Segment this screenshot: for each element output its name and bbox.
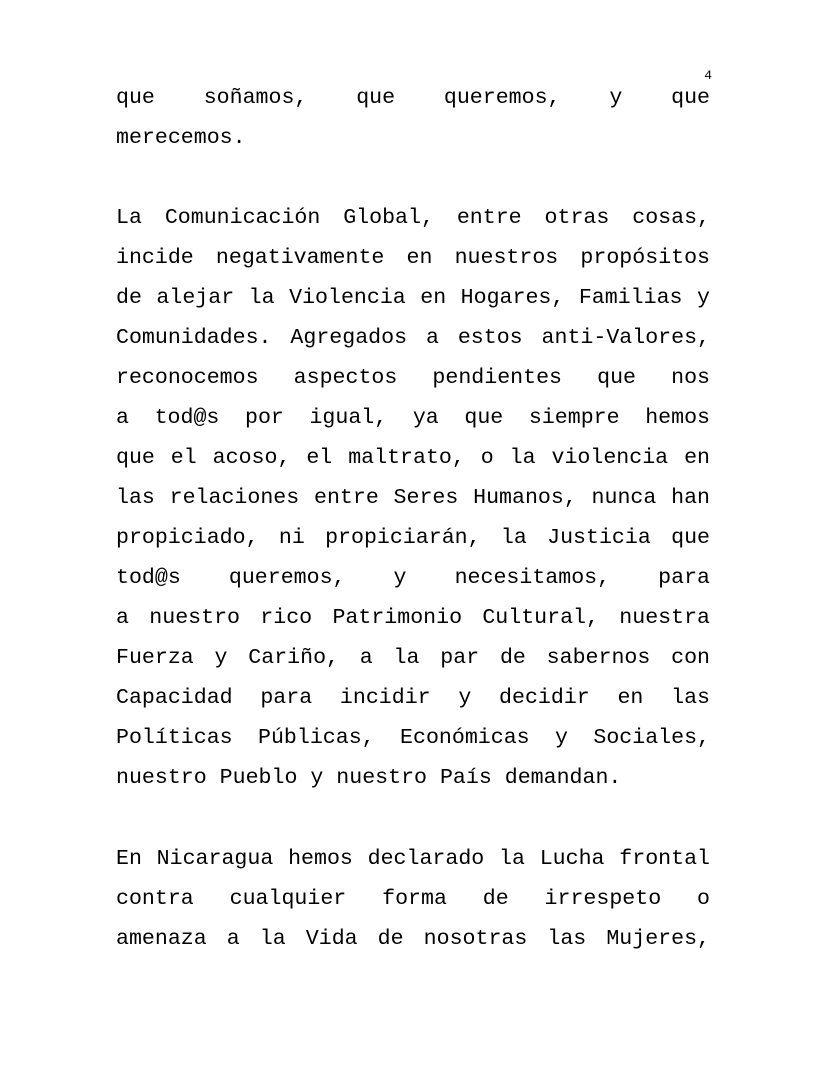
paragraph-line: incide negativamente en nuestros propósitos (116, 246, 710, 270)
paragraph-line: propiciado, ni propiciarán, la Justicia que (116, 526, 710, 550)
paragraph-line: reconocemos aspectos pendientes que nos (116, 366, 710, 390)
paragraph-line: que el acoso, el maltrato, o la violencia en (116, 446, 710, 470)
paragraph-line: La Comunicación Global, entre otras cosas, (116, 206, 710, 230)
paragraph-line: tod@s queremos, y necesitamos, para (116, 566, 710, 590)
paragraph-line: Políticas Públicas, Económicas y Sociales, (116, 726, 710, 750)
paragraph-line: Fuerza y Cariño, a la par de sabernos con (116, 646, 710, 670)
page-number: 4 (704, 68, 712, 83)
paragraph-line: de alejar la Violencia en Hogares, Familias y (116, 286, 710, 310)
paragraph-3 (116, 839, 710, 959)
paragraph-line: En Nicaragua hemos declarado la Lucha frontal (116, 847, 710, 871)
paragraph-line: a nuestro rico Patrimonio Cultural, nuestra (116, 606, 710, 630)
paragraph-line: las relaciones entre Seres Humanos, nunca han (116, 486, 710, 510)
paragraph-1 (116, 78, 710, 158)
paragraph-line: nuestro Pueblo y nuestro País demandan. (116, 766, 622, 790)
paragraph-line: Comunidades. Agregados a estos anti-Valores, (116, 326, 710, 350)
paragraph-line: a tod@s por igual, ya que siempre hemos (116, 406, 710, 430)
paragraph-line: amenaza a la Vida de nosotras las Mujeres, (116, 927, 710, 951)
paragraph-2 (116, 198, 710, 798)
paragraph-line: contra cualquier forma de irrespeto o (116, 887, 710, 911)
paragraph-line: que soñamos, que queremos, y que (116, 86, 710, 110)
paragraph-line: merecemos. (116, 126, 246, 150)
paragraph-line: Capacidad para incidir y decidir en las (116, 686, 710, 710)
